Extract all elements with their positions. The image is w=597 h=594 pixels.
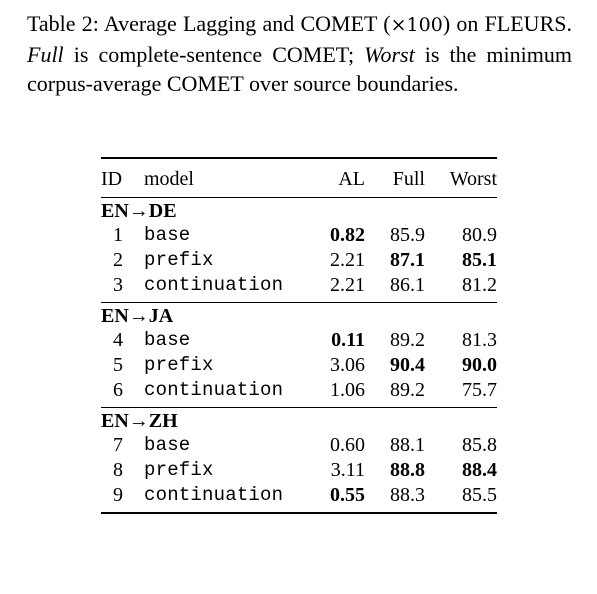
cell-al: 0.11: [331, 329, 365, 351]
cell-full: 88.3: [390, 484, 425, 506]
cell-id: 3: [113, 274, 123, 296]
cell-al: 3.11: [330, 459, 365, 481]
header-id: ID: [101, 168, 123, 190]
table-row: [101, 378, 497, 403]
cell-model: base: [144, 329, 191, 351]
table-bottom-rule: [101, 512, 497, 514]
cell-full: 86.1: [390, 274, 425, 296]
group-label: EN→ZH: [101, 410, 178, 432]
header-worst: Worst: [449, 168, 497, 190]
group-header-row: [101, 408, 497, 433]
header-model: model: [144, 168, 194, 190]
cell-full: 88.1: [390, 434, 425, 456]
caption-prefix: Table 2:: [27, 11, 104, 36]
cell-worst: 85.5: [462, 484, 497, 506]
table-row: [101, 483, 497, 508]
caption-text-3: is complete-sentence COMET;: [63, 42, 365, 67]
cell-id: 5: [113, 354, 123, 376]
cell-full: 89.2: [390, 379, 425, 401]
cell-al: 0.55: [330, 484, 365, 506]
caption-times: ×100: [390, 14, 443, 36]
cell-al: 1.06: [330, 379, 365, 401]
cell-full: 89.2: [390, 329, 425, 351]
cell-id: 4: [113, 329, 123, 351]
table-row: [101, 433, 497, 458]
table-caption: [27, 9, 572, 98]
cell-al: 3.06: [330, 354, 365, 376]
cell-al: 0.60: [330, 434, 365, 456]
table-row: [101, 248, 497, 273]
caption-full-term: Full: [27, 42, 64, 67]
results-table: [101, 157, 497, 514]
table-row: [101, 273, 497, 298]
group-label: EN→DE: [101, 200, 177, 222]
cell-model: continuation: [144, 274, 284, 296]
cell-id: 7: [113, 434, 123, 456]
cell-worst: 75.7: [462, 379, 497, 401]
cell-model: base: [144, 434, 191, 456]
cell-model: continuation: [144, 484, 284, 506]
group-header-row: [101, 198, 497, 223]
cell-id: 9: [113, 484, 123, 506]
group-header-row: [101, 303, 497, 328]
caption-worst-term: Worst: [364, 42, 415, 67]
cell-model: prefix: [144, 249, 214, 271]
caption-text-2: ) on FLEURS.: [442, 11, 572, 36]
cell-full: 87.1: [390, 249, 425, 271]
cell-full: 88.8: [390, 459, 425, 481]
cell-id: 2: [113, 249, 123, 271]
caption-text-1: Average Lagging and COMET (: [103, 11, 391, 36]
cell-worst: 90.0: [462, 354, 497, 376]
cell-al: 0.82: [330, 224, 365, 246]
header-al: AL: [338, 168, 365, 190]
group-label: EN→JA: [101, 305, 174, 327]
cell-full: 85.9: [390, 224, 425, 246]
cell-al: 2.21: [330, 249, 365, 271]
table-row: [101, 223, 497, 248]
caption-text-4: is the minimum corpus-average COMET over source boundaries.: [27, 42, 572, 96]
cell-worst: 80.9: [462, 224, 497, 246]
table-row: [101, 458, 497, 483]
cell-id: 6: [113, 379, 123, 401]
cell-model: prefix: [144, 354, 214, 376]
cell-id: 1: [113, 224, 123, 246]
cell-worst: 88.4: [462, 459, 497, 481]
cell-worst: 85.8: [462, 434, 497, 456]
cell-worst: 81.3: [462, 329, 497, 351]
cell-model: prefix: [144, 459, 214, 481]
cell-model: base: [144, 224, 191, 246]
table-row: [101, 353, 497, 378]
cell-worst: 81.2: [462, 274, 497, 296]
cell-al: 2.21: [330, 274, 365, 296]
cell-id: 8: [113, 459, 123, 481]
cell-full: 90.4: [390, 354, 425, 376]
cell-worst: 85.1: [462, 249, 497, 271]
header-full: Full: [392, 168, 425, 190]
table-body: [101, 197, 497, 508]
cell-model: continuation: [144, 379, 284, 401]
table-row: [101, 328, 497, 353]
table-header-row: [101, 159, 497, 197]
